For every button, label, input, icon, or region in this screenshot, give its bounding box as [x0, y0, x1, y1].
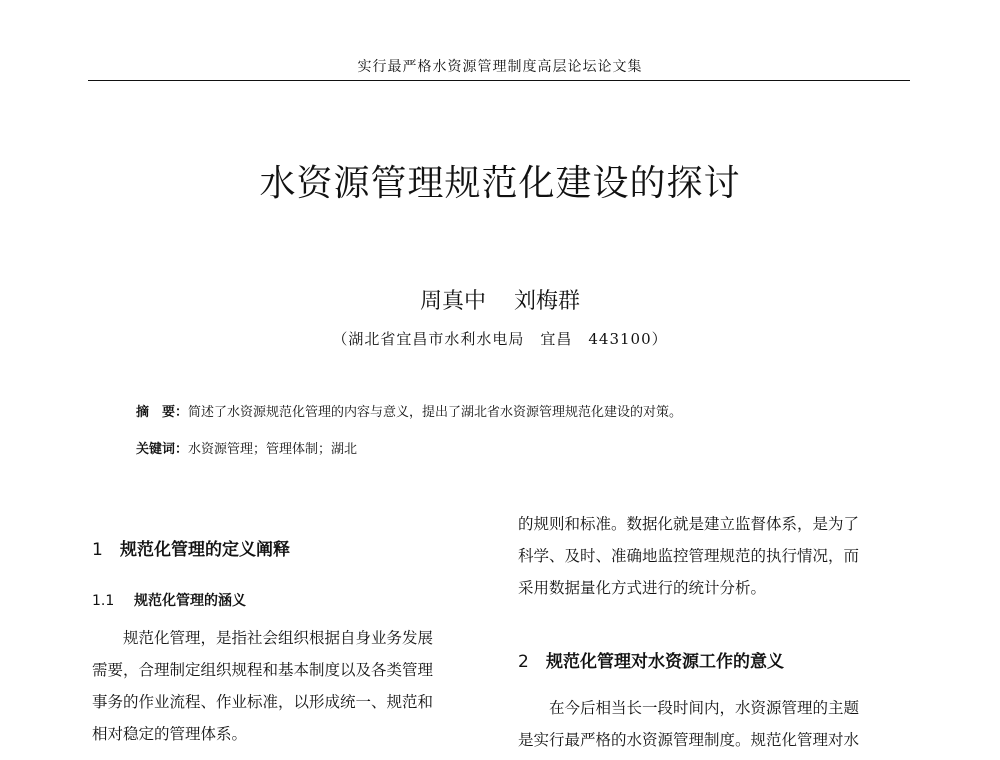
author-name: 刘梅群: [514, 289, 581, 314]
section-number: 1: [92, 540, 103, 560]
body-paragraph: 在今后相当长一段时间内，水资源管理的主题 是实行最严格的水资源管理制度。规范化管理对水: [518, 699, 860, 749]
abstract: [136, 403, 682, 423]
subsection-number: 1.1: [92, 593, 115, 609]
affiliation: （湖北省宜昌市水利水电局 宜昌 443100）: [332, 330, 668, 348]
body-paragraph: 规范化管理，是指社会组织根据自身业务发展 需要，合理制定组织规程和基本制度以及各类管理 事务的作业流程、作业标准，以形成统一、规范和 相对稳定的管理体系。: [92, 629, 434, 743]
author-list: [0, 287, 1000, 317]
section-title: 规范化管理的定义阐释: [120, 540, 290, 560]
running-header: 实行最严格水资源管理制度高层论坛论文集: [357, 59, 643, 75]
keywords-label: 关键词：: [136, 442, 189, 457]
keywords: [136, 440, 357, 460]
body-paragraph-continued: 的规则和标准。数据化就是建立监督体系，是为了 科学、及时、准确地监控管理规范的执行情况，而 采用数据量化方式进行的统计分析。: [518, 515, 860, 597]
section-heading-1: [92, 538, 290, 562]
paper-title: 水资源管理规范化建设的探讨: [259, 163, 741, 204]
section-heading-2: [518, 650, 784, 674]
abstract-text: 简述了水资源规范化管理的内容与意义，提出了湖北省水资源管理规范化建设的对策。: [188, 405, 683, 420]
abstract-label: 摘 要：: [136, 405, 189, 420]
keywords-text: 水资源管理；管理体制；湖北: [188, 442, 358, 457]
header-rule: [88, 80, 910, 81]
author-name: 周真中: [419, 289, 486, 314]
subsection-title: 规范化管理的涵义: [134, 593, 246, 609]
subsection-heading-1-1: [92, 590, 246, 612]
section-number: 2: [518, 652, 529, 672]
section-title: 规范化管理对水资源工作的意义: [546, 652, 784, 672]
